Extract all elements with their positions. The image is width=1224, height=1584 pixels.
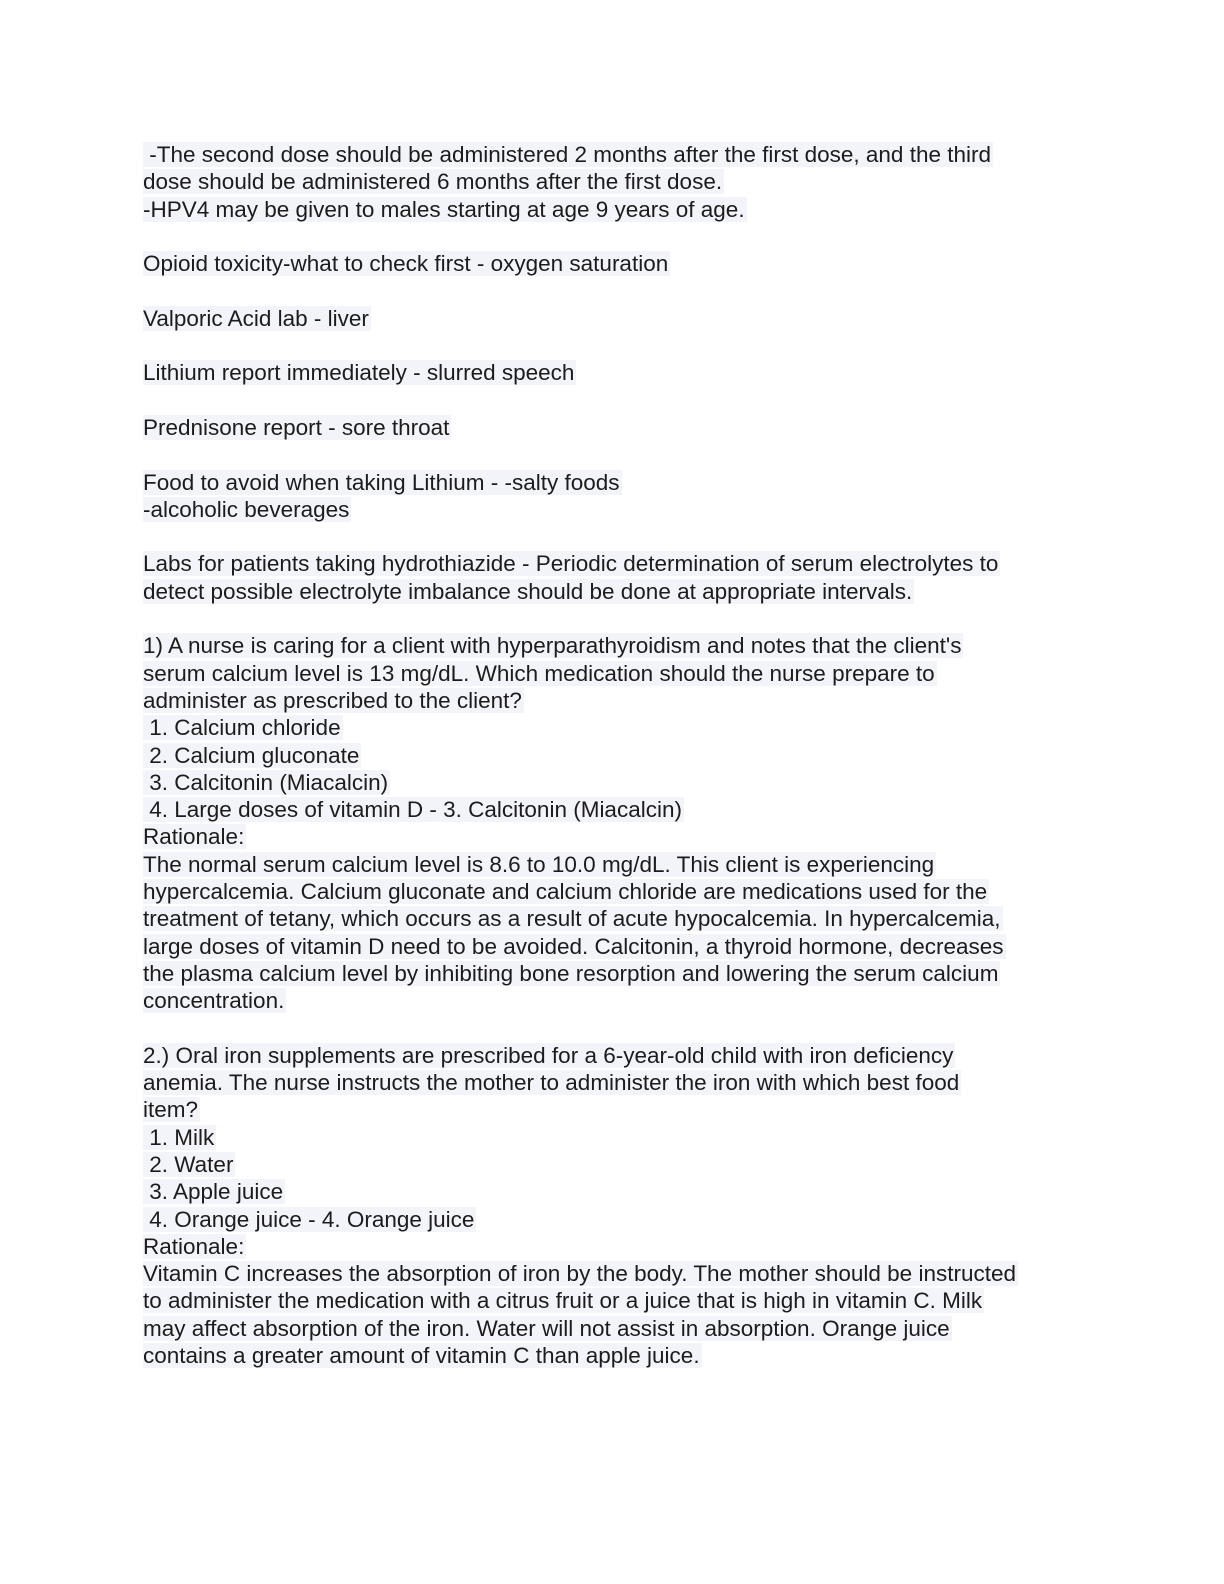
question-text: item? [143,1097,199,1123]
text-line: Food to avoid when taking Lithium - -salty foods [143,469,620,495]
valproic-acid-note [143,305,1083,332]
lithium-food-note [143,469,1083,524]
rationale-heading: Rationale: [143,1233,245,1259]
paragraph-gap [143,332,1083,359]
answer-option: 3. Calcitonin (Miacalcin) [143,769,389,795]
text-line: dose should be administered 6 months after the first dose. [143,169,723,195]
prednisone-note [143,414,1083,441]
answer-option: 3. Apple juice [143,1179,284,1205]
text-line: Opioid toxicity-what to check first - oxygen saturation [143,251,669,277]
rationale-text: the plasma calcium level by inhibiting bone resorption and lowering the serum calcium [143,960,999,986]
rationale-text: The normal serum calcium level is 8.6 to 10.0 mg/dL. This client is experiencing [143,851,935,877]
paragraph-gap [143,441,1083,468]
answer-option: 2. Calcium gluconate [143,742,360,768]
text-line: -alcoholic beverages [143,496,350,522]
answer-option: 4. Large doses of vitamin D - 3. Calcitonin (Miacalcin) [143,797,682,823]
hydrothiazide-labs-note [143,550,1083,605]
question-text: administer as prescribed to the client? [143,687,522,713]
rationale-text: contains a greater amount of vitamin C than apple juice. [143,1343,700,1369]
rationale-text: large doses of vitamin D need to be avoided. Calcitonin, a thyroid hormone, decreases [143,933,1004,959]
text-line: detect possible electrolyte imbalance should be done at appropriate intervals. [143,578,913,604]
paragraph-gap [143,277,1083,304]
text-line: -HPV4 may be given to males starting at age 9 years of age. [143,196,745,222]
rationale-text: hypercalcemia. Calcium gluconate and calcium chloride are medications used for the [143,879,988,905]
paragraph-gap [143,387,1083,414]
rationale-text: concentration. [143,988,285,1014]
answer-option: 4. Orange juice - 4. Orange juice [143,1206,475,1232]
question-text: serum calcium level is 13 mg/dL. Which medication should the nurse prepare to [143,660,935,686]
paragraph-gap [143,523,1083,550]
text-line: Prednisone report - sore throat [143,414,450,440]
text-line: -The second dose should be administered 2 months after the first dose, and the third [143,142,991,167]
question-1 [143,632,1083,1014]
question-text: 2.) Oral iron supplements are prescribed for a 6-year-old child with iron deficiency [143,1042,954,1068]
paragraph-gap [143,223,1083,250]
rationale-text: Vitamin C increases the absorption of iron by the body. The mother should be instructed [143,1261,1016,1287]
text-line: Lithium report immediately - slurred speech [143,360,575,386]
rationale-text: to administer the medication with a citrus fruit or a juice that is high in vitamin C. Milk [143,1288,983,1314]
text-line: Valporic Acid lab - liver [143,305,369,331]
hpv-dosing-note [143,141,1083,223]
answer-option: 2. Water [143,1151,234,1177]
document-page [143,141,1083,1369]
question-text: anemia. The nurse instructs the mother to administer the iron with which best food [143,1070,960,1096]
text-line: Labs for patients taking hydrothiazide - Periodic determination of serum electrolytes to [143,551,999,577]
answer-option: 1. Calcium chloride [143,715,341,741]
rationale-heading: Rationale: [143,824,245,850]
paragraph-gap [143,1015,1083,1042]
paragraph-gap [143,605,1083,632]
rationale-text: may affect absorption of the iron. Water will not assist in absorption. Orange juice [143,1315,950,1341]
opioid-toxicity-note [143,250,1083,277]
question-text: 1) A nurse is caring for a client with hyperparathyroidism and notes that the client's [143,633,962,659]
rationale-text: treatment of tetany, which occurs as a result of acute hypocalcemia. In hypercalcemia, [143,906,1001,932]
question-2 [143,1042,1083,1370]
answer-option: 1. Milk [143,1124,215,1150]
lithium-report-note [143,359,1083,386]
